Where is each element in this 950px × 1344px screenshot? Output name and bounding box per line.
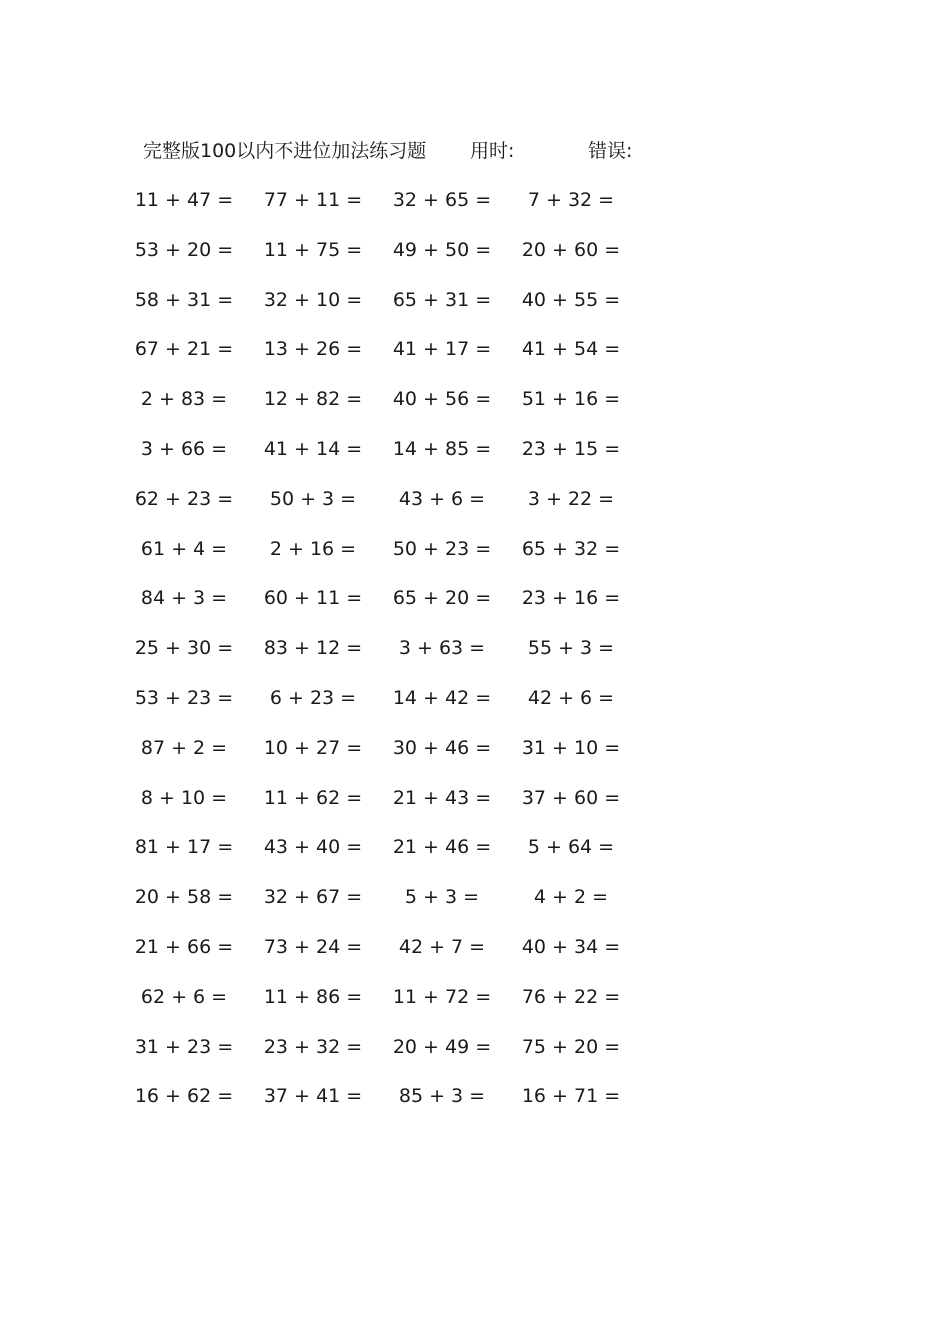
error-label: 错误: (588, 140, 633, 162)
addition-problem: 50 + 3 = (269, 487, 357, 510)
addition-problem: 11 + 75 = (263, 238, 363, 261)
addition-problem: 16 + 71 = (521, 1085, 621, 1108)
addition-problem: 30 + 46 = (392, 736, 492, 759)
problem-row (0, 683, 950, 733)
addition-problem: 37 + 60 = (521, 786, 621, 809)
addition-problem: 21 + 43 = (392, 786, 492, 809)
problem-row (0, 882, 950, 932)
addition-problem: 61 + 4 = (140, 537, 228, 560)
addition-problem: 16 + 62 = (134, 1085, 234, 1108)
addition-problem: 50 + 23 = (392, 537, 492, 560)
problem-row (0, 185, 950, 235)
addition-problem: 32 + 65 = (392, 189, 492, 211)
problem-row (0, 832, 950, 882)
addition-problem: 42 + 6 = (527, 686, 615, 709)
problem-row (0, 633, 950, 683)
addition-problem: 13 + 26 = (263, 338, 363, 361)
problem-row (0, 534, 950, 584)
addition-problem: 65 + 32 = (521, 537, 621, 560)
addition-problem: 10 + 27 = (263, 736, 363, 759)
addition-problem: 73 + 24 = (263, 935, 363, 958)
addition-problem: 87 + 2 = (140, 736, 228, 759)
addition-problem: 40 + 56 = (392, 388, 492, 411)
addition-problem: 62 + 6 = (140, 985, 228, 1008)
addition-problem: 41 + 14 = (263, 437, 363, 460)
addition-problem: 7 + 32 = (527, 189, 615, 211)
addition-problem: 65 + 20 = (392, 587, 492, 610)
addition-problem: 23 + 15 = (521, 437, 621, 460)
addition-problem: 60 + 11 = (263, 587, 363, 610)
addition-problem: 43 + 6 = (398, 487, 486, 510)
addition-problem: 42 + 7 = (398, 935, 486, 958)
problem-row (0, 434, 950, 484)
addition-problem: 32 + 10 = (263, 288, 363, 311)
addition-problem: 41 + 54 = (521, 338, 621, 361)
problem-grid (0, 185, 950, 1131)
problem-row (0, 982, 950, 1032)
addition-problem: 11 + 62 = (263, 786, 363, 809)
addition-problem: 83 + 12 = (263, 637, 363, 660)
addition-problem: 11 + 86 = (263, 985, 363, 1008)
addition-problem: 77 + 11 = (263, 189, 363, 211)
addition-problem: 6 + 23 = (269, 686, 357, 709)
addition-problem: 25 + 30 = (134, 637, 234, 660)
problem-row (0, 783, 950, 833)
addition-problem: 81 + 17 = (134, 836, 234, 859)
addition-problem: 58 + 31 = (134, 288, 234, 311)
addition-problem: 43 + 40 = (263, 836, 363, 859)
addition-problem: 21 + 46 = (392, 836, 492, 859)
addition-problem: 23 + 32 = (263, 1035, 363, 1058)
addition-problem: 8 + 10 = (140, 786, 228, 809)
addition-problem: 3 + 63 = (398, 637, 486, 660)
problem-row (0, 384, 950, 434)
addition-problem: 20 + 49 = (392, 1035, 492, 1058)
addition-problem: 62 + 23 = (134, 487, 234, 510)
addition-problem: 23 + 16 = (521, 587, 621, 610)
addition-problem: 41 + 17 = (392, 338, 492, 361)
problem-row (0, 583, 950, 633)
problem-row (0, 1032, 950, 1082)
addition-problem: 55 + 3 = (527, 637, 615, 660)
addition-problem: 14 + 85 = (392, 437, 492, 460)
addition-problem: 11 + 47 = (134, 189, 234, 211)
addition-problem: 20 + 60 = (521, 238, 621, 261)
time-label: 用时: (470, 140, 515, 162)
addition-problem: 11 + 72 = (392, 985, 492, 1008)
problem-row (0, 932, 950, 982)
addition-problem: 32 + 67 = (263, 886, 363, 909)
addition-problem: 40 + 55 = (521, 288, 621, 311)
addition-problem: 2 + 16 = (269, 537, 357, 560)
addition-problem: 75 + 20 = (521, 1035, 621, 1058)
problem-row (0, 334, 950, 384)
addition-problem: 2 + 83 = (140, 388, 228, 411)
addition-problem: 51 + 16 = (521, 388, 621, 411)
addition-problem: 3 + 22 = (527, 487, 615, 510)
addition-problem: 5 + 64 = (527, 836, 615, 859)
addition-problem: 31 + 10 = (521, 736, 621, 759)
addition-problem: 67 + 21 = (134, 338, 234, 361)
addition-problem: 65 + 31 = (392, 288, 492, 311)
addition-problem: 5 + 3 = (404, 886, 480, 909)
addition-problem: 53 + 20 = (134, 238, 234, 261)
addition-problem: 20 + 58 = (134, 886, 234, 909)
addition-problem: 53 + 23 = (134, 686, 234, 709)
addition-problem: 49 + 50 = (392, 238, 492, 261)
addition-problem: 12 + 82 = (263, 388, 363, 411)
addition-problem: 4 + 2 = (533, 886, 609, 909)
addition-problem: 84 + 3 = (140, 587, 228, 610)
addition-problem: 21 + 66 = (134, 935, 234, 958)
addition-problem: 3 + 66 = (140, 437, 228, 460)
addition-problem: 40 + 34 = (521, 935, 621, 958)
problem-row (0, 1081, 950, 1131)
problem-row (0, 235, 950, 285)
problem-row (0, 285, 950, 335)
worksheet-header (143, 136, 783, 166)
addition-problem: 85 + 3 = (398, 1085, 486, 1108)
addition-problem: 37 + 41 = (263, 1085, 363, 1108)
problem-row (0, 733, 950, 783)
problem-row (0, 484, 950, 534)
addition-problem: 31 + 23 = (134, 1035, 234, 1058)
addition-problem: 76 + 22 = (521, 985, 621, 1008)
addition-problem: 14 + 42 = (392, 686, 492, 709)
worksheet-title: 完整版100以内不进位加法练习题 (143, 140, 427, 162)
